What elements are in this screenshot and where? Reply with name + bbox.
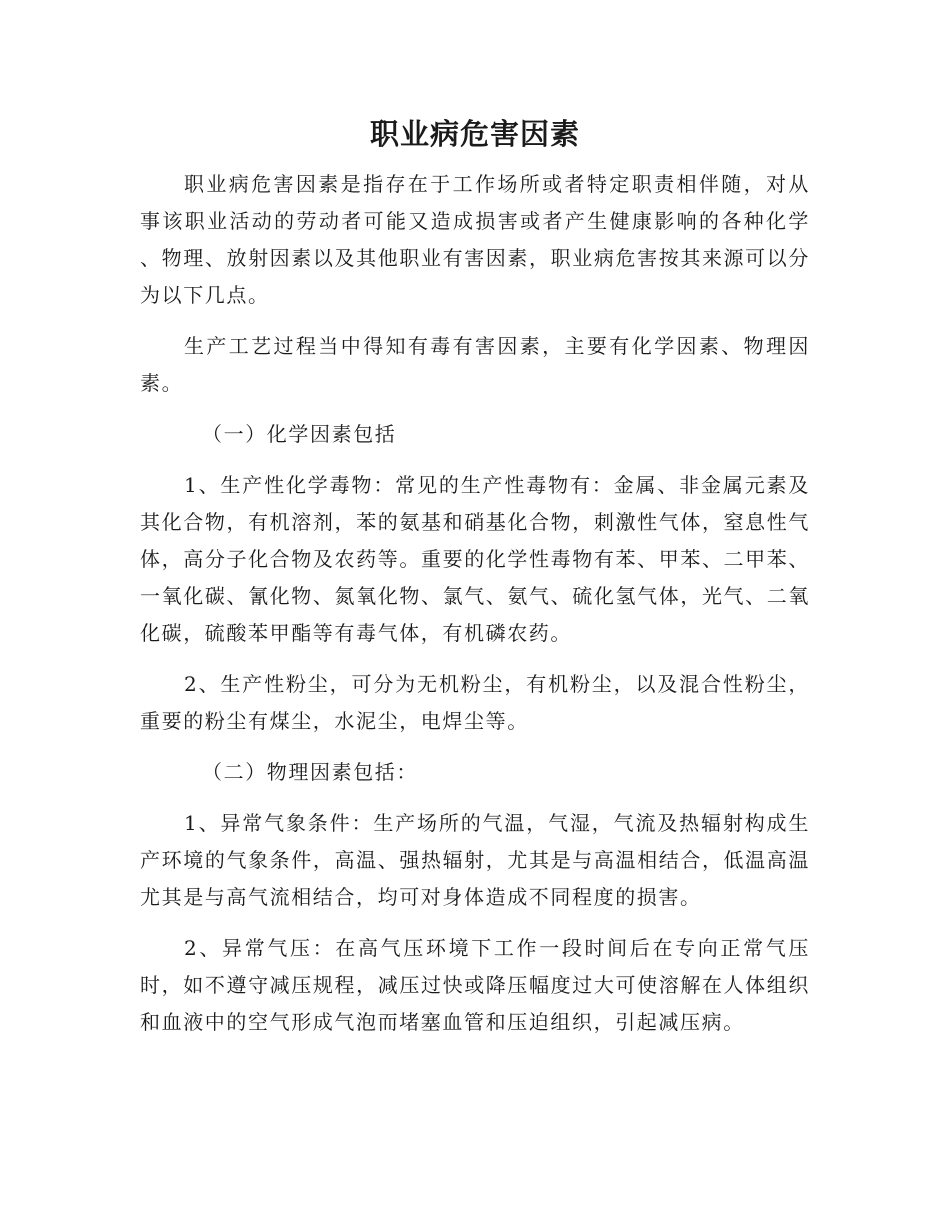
paragraph-weather-conditions: 1、异常气象条件：生产场所的气温，气湿，气流及热辐射构成生产环境的气象条件，高温、强热辐射，尤其是与高温相结合，低温高温尤其是与高气流相结合，均可对身体造成不同程度的损害。 (140, 811, 810, 909)
paragraph-chemical-toxins: 1、生产性化学毒物：常见的生产性毒物有：金属、非金属元素及其化合物，有机溶剂，苯的氨基和硝基化合物，刺激性气体，窒息性气体，高分子化合物及农药等。重要的化学性毒物有苯、甲苯、二甲苯、一氧化碳、氰化物、氮氧化物、氯气、氨气、硫化氢气体，光气、二氧化碳，硫酸苯甲酯等有毒气体，有机磷农药。 (140, 473, 810, 645)
paragraph-intro: 职业病危害因素是指存在于工作场所或者特定职责相伴随，对从事该职业活动的劳动者可能又造成损害或者产生健康影响的各种化学 、物理、放射因素以及其他职业有害因素，职业病危害按其来源可以分为以下几点。 (140, 172, 810, 307)
document-title: 职业病危害因素 (369, 117, 580, 151)
document-body (140, 166, 810, 1041)
paragraph-dust: 2、生产性粉尘，可分为无机粉尘，有机粉尘，以及混合性粉尘，重要的粉尘有煤尘，水泥尘，电焊尘等。 (140, 672, 810, 733)
paragraph-abnormal-pressure: 2、异常气压：在高气压环境下工作一段时间后在专向正常气压时，如不遵守减压规程，减压过快或降压幅度过大可使溶解在人体组织和血液中的空气形成气泡而堵塞血管和压迫组织，引起减压病。 (140, 936, 810, 1034)
paragraph-sources: 生产工艺过程当中得知有毒有害因素，主要有化学因素、物理因素。 (140, 334, 810, 395)
section-heading-chemical: （一）化学因素包括 (202, 422, 397, 446)
section-heading-physical: （二）物理因素包括： (202, 760, 418, 784)
